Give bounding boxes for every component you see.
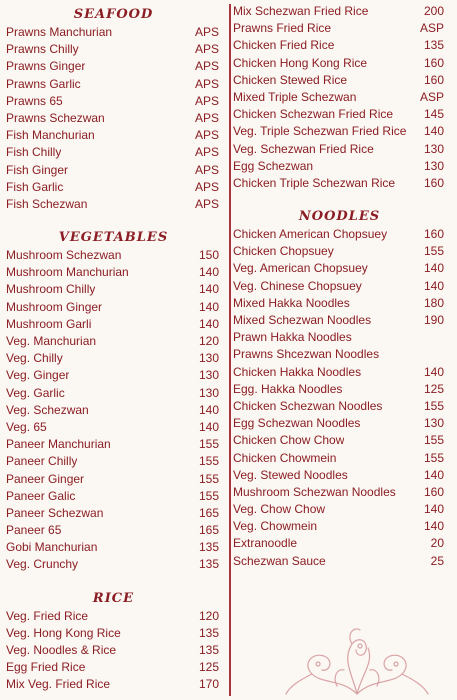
menu-item-name: Mushroom Garli xyxy=(6,316,92,331)
menu-item-row xyxy=(233,535,446,552)
menu-item-price: 135 xyxy=(198,643,219,657)
menu-item-price: 135 xyxy=(198,557,219,572)
menu-item-row xyxy=(233,158,446,175)
menu-item-name: Schezwan Sauce xyxy=(233,553,326,568)
menu-item-name: Chicken Chow Chow xyxy=(233,433,345,448)
menu-item-name: Veg. Schezwan xyxy=(6,402,89,417)
menu-item-row xyxy=(6,247,221,264)
column-divider xyxy=(229,4,231,696)
section-heading-seafood: SEAFOOD xyxy=(73,7,154,22)
menu-item-row xyxy=(6,162,221,179)
menu-item-row xyxy=(233,37,446,54)
menu-item-row xyxy=(233,141,446,158)
menu-item-name: Egg Fried Rice xyxy=(6,660,86,675)
menu-item-name: Mushroom Schezwan Noodles xyxy=(233,484,396,499)
menu-item-row xyxy=(6,402,221,419)
menu-item-name: Prawns Chilly xyxy=(6,42,79,57)
menu-item-row xyxy=(233,295,446,312)
menu-item-row xyxy=(233,364,446,381)
menu-item-row xyxy=(233,106,446,123)
menu-item-price: 135 xyxy=(423,38,444,53)
menu-item-row xyxy=(6,522,221,539)
menu-item-name: Fish Manchurian xyxy=(6,128,95,143)
menu-item-name: Veg. Noodles & Rice xyxy=(6,643,117,657)
menu-item-name: Paneer Ginger xyxy=(6,471,85,486)
menu-item-name: Fish Chilly xyxy=(6,145,62,160)
menu-item-name: Veg. Stewed Noodles xyxy=(233,467,348,482)
menu-item-price: 160 xyxy=(423,484,444,499)
menu-item-price: 155 xyxy=(423,450,444,465)
menu-item-row xyxy=(6,367,221,384)
menu-item-row xyxy=(6,93,221,110)
menu-item-name: Fish Garlic xyxy=(6,179,64,194)
menu-item-price: 165 xyxy=(198,523,219,538)
menu-item-row xyxy=(6,608,221,625)
menu-item-row xyxy=(6,659,221,676)
menu-item-price: 155 xyxy=(198,454,219,469)
menu-item-row xyxy=(233,72,446,89)
menu-item-name: Veg. Garlic xyxy=(6,385,65,400)
menu-item-row xyxy=(233,260,446,277)
menu-item-price: 140 xyxy=(198,419,219,434)
menu-item-price: 165 xyxy=(198,505,219,520)
menu-item-row xyxy=(6,299,221,316)
menu-item-name: Mix Veg. Fried Rice xyxy=(6,677,111,692)
seafood-list xyxy=(6,24,221,213)
menu-item-price: 150 xyxy=(198,248,219,263)
menu-item-name: Prawns Shcezwan Noodles xyxy=(233,347,380,362)
menu-item-row xyxy=(233,432,446,449)
menu-item-price: 140 xyxy=(198,265,219,280)
menu-item-price: 190 xyxy=(423,313,444,327)
menu-item-price: 140 xyxy=(423,124,444,139)
menu-item-row xyxy=(233,518,446,535)
menu-item-row xyxy=(233,123,446,140)
menu-item-name: Chicken Hakka Noodles xyxy=(233,364,362,379)
menu-item-row xyxy=(233,278,446,295)
menu-item-name: Paneer Schezwan xyxy=(6,505,104,520)
rice-continued-list xyxy=(233,3,446,192)
menu-item-price: 155 xyxy=(423,398,444,413)
menu-item-row xyxy=(6,144,221,161)
menu-item-name: Veg. Fried Rice xyxy=(6,608,89,623)
menu-item-row xyxy=(6,453,221,470)
menu-item-price: 140 xyxy=(423,278,444,293)
menu-item-price: 140 xyxy=(423,502,444,517)
menu-item-name: Prawns 65 xyxy=(6,93,63,108)
menu-item-name: Prawns Fried Rice xyxy=(233,21,332,36)
menu-item-price: 155 xyxy=(198,471,219,486)
menu-item-row xyxy=(233,3,446,20)
menu-item-name: Prawns Manchurian xyxy=(6,25,113,39)
menu-item-row xyxy=(6,127,221,144)
menu-item-name: Paneer 65 xyxy=(6,523,62,538)
menu-item-row xyxy=(6,539,221,556)
menu-item-row xyxy=(6,333,221,350)
menu-item-name: Mix Schezwan Fried Rice xyxy=(233,4,369,18)
menu-item-price: 135 xyxy=(198,625,219,640)
left-column xyxy=(6,0,221,694)
menu-item-name: Prawns Schezwan xyxy=(6,110,105,125)
menu-item-row xyxy=(233,20,446,37)
menu-item-name: Veg. 65 xyxy=(6,419,47,434)
menu-item-price: 135 xyxy=(198,540,219,555)
menu-item-price: ASP xyxy=(419,89,444,104)
menu-item-price: APS xyxy=(194,25,219,39)
section-heading-vegetables: VEGETABLES xyxy=(58,230,169,246)
menu-item-name: Veg. Chilly xyxy=(6,351,63,366)
menu-item-row xyxy=(233,312,446,329)
menu-item-row xyxy=(6,179,221,196)
menu-item-name: Veg. Schezwan Fried Rice xyxy=(233,141,374,156)
menu-item-name: Veg. Manchurian xyxy=(6,334,97,348)
menu-item-price: 155 xyxy=(198,437,219,452)
menu-item-price: 200 xyxy=(423,4,444,18)
menu-item-price: 180 xyxy=(423,295,444,310)
menu-item-name: Veg. Chowmein xyxy=(233,519,318,534)
menu-item-row xyxy=(233,226,446,243)
menu-item-price: 140 xyxy=(198,282,219,297)
menu-item-name: Veg. Crunchy xyxy=(6,557,79,572)
menu-item-price: APS xyxy=(194,93,219,108)
menu-item-price: 145 xyxy=(423,107,444,122)
menu-item-row xyxy=(6,436,221,453)
menu-item-price: 140 xyxy=(423,364,444,379)
menu-item-name: Veg. Chinese Chopsuey xyxy=(233,278,362,293)
menu-item-name: Veg. Triple Schezwan Fried Rice xyxy=(233,124,407,139)
menu-item-row xyxy=(6,625,221,642)
menu-item-name: Chicken Schezwan Noodles xyxy=(233,398,383,413)
menu-item-row xyxy=(233,55,446,72)
menu-item-price: 140 xyxy=(423,261,444,276)
menu-item-price: APS xyxy=(194,128,219,143)
right-column xyxy=(233,0,446,570)
menu-item-name: Mixed Schezwan Noodles xyxy=(233,313,372,327)
menu-item-name: Fish Schezwan xyxy=(6,196,88,211)
menu-item-name: Mushroom Ginger xyxy=(6,299,103,314)
menu-item-row xyxy=(233,467,446,484)
menu-item-row xyxy=(6,41,221,58)
menu-item-price: 160 xyxy=(423,227,444,242)
noodles-list xyxy=(233,226,446,570)
menu-item-price: 160 xyxy=(423,72,444,87)
menu-item-name: Gobi Manchurian xyxy=(6,540,98,555)
menu-item-price: APS xyxy=(194,76,219,91)
menu-item-price: 155 xyxy=(423,433,444,448)
menu-item-row xyxy=(233,346,446,363)
menu-item-price: 155 xyxy=(198,488,219,503)
menu-item-price: 130 xyxy=(423,416,444,431)
menu-item-name: Chicken Triple Schezwan Rice xyxy=(233,175,396,190)
menu-item-name: Extranoodle xyxy=(233,536,298,551)
menu-item-row xyxy=(233,450,446,467)
menu-item-price: APS xyxy=(194,145,219,160)
menu-item-row xyxy=(233,553,446,570)
menu-item-row xyxy=(6,316,221,333)
menu-item-price: 140 xyxy=(198,299,219,314)
menu-item-row xyxy=(6,676,221,693)
menu-item-name: Mixed Hakka Noodles xyxy=(233,295,350,310)
menu-item-name: Mushroom Schezwan xyxy=(6,248,122,263)
menu-item-name: Egg Schezwan xyxy=(233,158,314,173)
menu-item-row xyxy=(233,243,446,260)
menu-item-row xyxy=(233,329,446,346)
menu-item-row xyxy=(233,501,446,518)
menu-item-name: Chicken Chopsuey xyxy=(233,244,334,259)
menu-item-row xyxy=(233,175,446,192)
menu-item-name: Veg. Chow Chow xyxy=(233,502,326,517)
menu-item-row xyxy=(233,398,446,415)
menu-item-name: Veg. Ginger xyxy=(6,368,70,383)
menu-item-name: Veg. Hong Kong Rice xyxy=(6,625,121,640)
menu-item-name: Prawns Ginger xyxy=(6,59,86,74)
menu-item-row xyxy=(6,76,221,93)
menu-item-name: Chicken Chowmein xyxy=(233,450,337,465)
menu-item-name: Egg. Hakka Noodles xyxy=(233,381,343,396)
menu-item-row xyxy=(6,58,221,75)
menu-item-price: 160 xyxy=(423,55,444,70)
menu-item-name: Egg Schezwan Noodles xyxy=(233,416,361,431)
menu-item-price: APS xyxy=(194,179,219,194)
menu-item-price: 140 xyxy=(423,519,444,534)
menu-item-row xyxy=(6,350,221,367)
rice-list xyxy=(6,608,221,694)
menu-item-row xyxy=(6,281,221,298)
menu-item-name: Mushroom Manchurian xyxy=(6,265,129,280)
menu-item-row xyxy=(6,196,221,213)
menu-item-row xyxy=(6,385,221,402)
menu-item-row xyxy=(233,484,446,501)
section-heading-rice: RICE xyxy=(92,590,135,606)
menu-item-price: 125 xyxy=(198,660,219,675)
menu-item-name: Mixed Triple Schezwan xyxy=(233,89,357,104)
menu-item-row xyxy=(6,419,221,436)
menu-item-name: Chicken American Chopsuey xyxy=(233,227,388,242)
menu-item-name: Chicken Stewed Rice xyxy=(233,72,348,87)
menu-item-price: 140 xyxy=(198,402,219,417)
menu-item-name: Prawns Garlic xyxy=(6,76,81,91)
menu-item-price: 130 xyxy=(198,368,219,383)
menu-item-price: 130 xyxy=(423,158,444,173)
menu-item-name: Paneer Manchurian xyxy=(6,437,111,452)
section-heading-noodles: NOODLES xyxy=(298,209,381,225)
menu-item-price: APS xyxy=(194,110,219,125)
menu-item-price: APS xyxy=(194,59,219,74)
menu-item-price: 130 xyxy=(423,141,444,156)
menu-item-name: Paneer Chilly xyxy=(6,454,78,469)
menu-item-name: Fish Ginger xyxy=(6,162,69,177)
menu-item-name: Paneer Galic xyxy=(6,488,76,503)
menu-item-row xyxy=(6,24,221,41)
menu-item-price: 155 xyxy=(423,244,444,259)
menu-item-row xyxy=(6,642,221,659)
menu-item-name: Mushroom Chilly xyxy=(6,282,96,297)
menu-item-row xyxy=(6,556,221,573)
menu-item-row xyxy=(6,110,221,127)
menu-item-row xyxy=(6,488,221,505)
menu-item-price: 20 xyxy=(430,536,444,551)
menu-item-price: APS xyxy=(194,42,219,57)
floral-swirl-ornament-icon xyxy=(282,624,432,696)
menu-item-price: 160 xyxy=(423,175,444,190)
menu-item-row xyxy=(233,89,446,106)
menu-item-price: 130 xyxy=(198,385,219,400)
menu-item-row xyxy=(233,381,446,398)
menu-item-price: 125 xyxy=(423,381,444,396)
menu-item-name: Chicken Fried Rice xyxy=(233,38,335,53)
vegetables-list xyxy=(6,247,221,574)
menu-item-name: Veg. American Chopsuey xyxy=(233,261,368,276)
menu-item-row xyxy=(6,505,221,522)
menu-item-price: 25 xyxy=(430,553,444,568)
menu-item-name: Chicken Schezwan Fried Rice xyxy=(233,107,394,122)
menu-item-row xyxy=(6,471,221,488)
menu-item-price: 120 xyxy=(198,334,219,348)
menu-item-price: ASP xyxy=(419,21,444,36)
menu-item-name: Prawn Hakka Noodles xyxy=(233,330,352,345)
menu-item-row xyxy=(6,264,221,281)
menu-item-price: 140 xyxy=(198,316,219,331)
menu-item-price: 170 xyxy=(198,677,219,692)
menu-item-price: APS xyxy=(194,196,219,211)
menu-item-name: Chicken Hong Kong Rice xyxy=(233,55,368,70)
menu-item-price: 130 xyxy=(198,351,219,366)
menu-item-row xyxy=(233,415,446,432)
menu-item-price: 120 xyxy=(198,608,219,623)
menu-item-price: 140 xyxy=(423,467,444,482)
menu-item-price: APS xyxy=(194,162,219,177)
